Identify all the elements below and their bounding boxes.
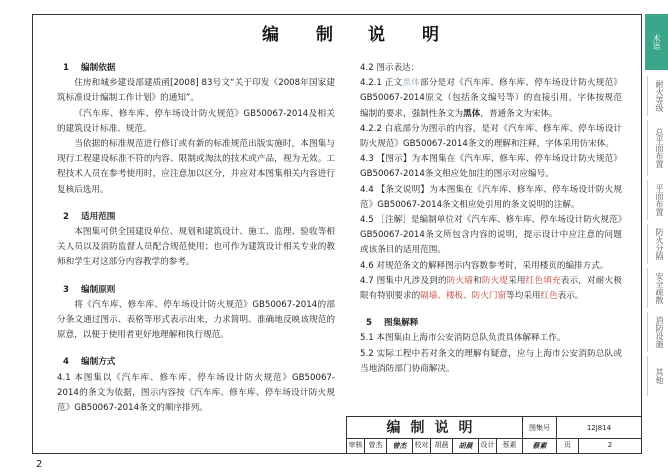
paragraph: 4.1 本图集以《汽车库、修车库、停车场设计防火规范》GB50067-2014的条文为依据，图示内容按《汽车库、修车库、停车场设计防火规范》GB50067-2014条文的顺序排列。: [57, 372, 335, 414]
review-label: 审核: [347, 439, 365, 453]
check-signature: 胡晨: [453, 439, 479, 453]
paragraph: 4.2.1 正文黑体部分是对《汽车库、修车库、停车场设计防火规范》GB50067-2014原文（包括条文编号等）的直接引用，字体按规范编制的要求，强制性条文为黑体，普通条文为宋体。: [360, 78, 622, 119]
page-value: 2: [607, 441, 613, 449]
title-block-title: 编制说明: [347, 417, 523, 439]
title-block: [346, 416, 642, 454]
check-name: 胡晨: [431, 439, 453, 453]
page-label: 页: [557, 439, 579, 453]
title-char: 制: [316, 25, 333, 45]
paragraph: 将《汽车库、修车库、停车场设计防火规范》GB50067-2014的部分条文通过图示、表格等形式表示出来，力求简明、准确地反映该规范的原意，以便于使用者更好地理解和执行规范。: [57, 299, 335, 341]
paragraph: 4.4 【条文说明】为本图集在《汽车库、修车库、停车场设计防火规范》GB50067-2014条文相应处引用的条文说明的注解。: [360, 184, 622, 210]
paragraph: 5.1 本图集由上海市公安消防总队负责具体解释工作。: [360, 333, 566, 344]
design-label: 设计: [479, 439, 497, 453]
side-tab[interactable]: 平面布置: [647, 180, 668, 220]
paragraph: 4.3 【图示】为本图集在《汽车库、修车库、停车场设计防火规范》GB50067-2014条文相应处加注的图示对应编号。: [360, 154, 622, 180]
side-tab[interactable]: 其他: [647, 356, 668, 396]
title-char: 说: [368, 25, 385, 45]
review-signature: 曾杰: [387, 439, 413, 453]
paragraph: 5.2 实际工程中若对条文的理解有疑意，应与上海市公安消防总队或当地消防部门协商解决。: [360, 348, 622, 374]
paragraph: 4.6 对规范条文的解释图示内容数参考时，采用楼页的编排方式。: [360, 260, 609, 271]
section-heading: 2 适用范围: [63, 211, 116, 222]
title-char: 编: [262, 25, 279, 45]
design-name: 蔡素: [497, 439, 523, 453]
paragraph: 本图集可供全国建设单位、规划和建筑设计、施工、监理、验收等相关人员以及消防监督人员配合规范使用；也可作为建筑设计相关专业的教师和学生对这部分内容教学的参考。: [57, 227, 335, 268]
review-name: 曾杰: [365, 439, 387, 453]
paragraph: 4.5 ［注解］是编制单位对《汽车库、修车库、停车场设计防火规范》GB50067-2014条文所包含内容的说明，提示设计中应注意的问题或该条目的适用范围。: [360, 215, 622, 256]
right-column: [360, 61, 622, 377]
title-char: 明: [422, 25, 439, 45]
section-heading: 5 图集解释: [366, 318, 419, 329]
paragraph: 当依据的标准规范进行修订或有新的标准规范出版实施时，本图集与现行工程建设标准不符的内容、限制或淘汰的技术或产品，视为无效。工程技术人员在参考使用时，应注意加以区分，并应对本图集相关内容进行复核后选用。: [57, 139, 335, 195]
section-heading: 1 编制依据: [63, 63, 116, 73]
paragraph: 住房和城乡建设部建质函[2008] 83号文“关于印发《2008年国家建筑标准设计编制工作计划》的通知”。: [57, 78, 335, 104]
paragraph: 4.7 图集中凡涉及到的防火墙和防火堤采用红色填充表示，对耐火极限有特别要求的隔墙、楼板、防火门窗等均采用红色表示。: [360, 275, 622, 302]
side-tab[interactable]: 耐火等级: [647, 76, 668, 116]
page-number: 2: [36, 459, 43, 470]
paragraph: 4.2 图示表达：: [360, 63, 420, 73]
side-tab-terms[interactable]: 术语: [645, 14, 668, 70]
paragraph: 4.2.2 白底部分为图示的内容，是对《汽车库、修车库、停车场设计防火规范》GB50067-2014条文的理解和注释，字体采用仿宋体。: [360, 123, 622, 150]
check-label: 校对: [413, 439, 431, 453]
atlas-no-label: 图集号: [523, 417, 557, 439]
atlas-no: 12J814: [557, 417, 641, 439]
paragraph: 《汽车库、修车库、停车场设计防火规范》GB50067-2014及相关的建筑设计标准、规范。: [57, 108, 335, 134]
section-heading: 3 编制原则: [63, 284, 116, 295]
side-tab[interactable]: 消防设施: [647, 312, 668, 352]
section-heading: 4 编制方式: [63, 357, 116, 368]
side-tab[interactable]: 防火分隔: [647, 224, 668, 264]
side-tab[interactable]: 安全疏散: [647, 268, 668, 308]
left-column: [57, 61, 335, 416]
design-signature: 蔡素: [523, 439, 557, 453]
side-tab[interactable]: 总平面布置: [647, 120, 668, 176]
side-tabs: [645, 14, 668, 454]
